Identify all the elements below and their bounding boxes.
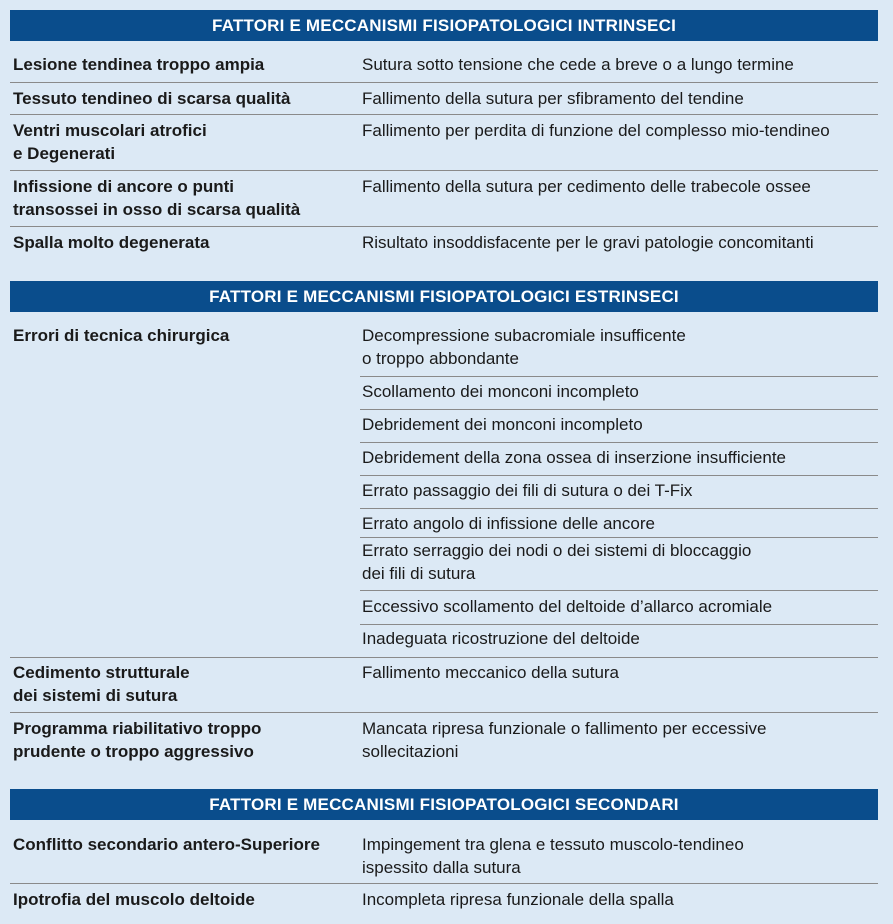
factor-cell: Errori di tecnica chirurgica	[13, 326, 230, 345]
section-header-secondari: FATTORI E MECCANISMI FISIOPATOLOGICI SECONDARI	[10, 789, 878, 820]
sub-row-divider	[360, 409, 878, 410]
sub-row-divider	[360, 537, 878, 538]
mechanism-cell: Mancata ripresa funzionale o fallimento per eccessive sollecitazioni	[362, 719, 767, 761]
factor-cell: Infissione di ancore o punti transossei in osso di scarsa qualità	[13, 177, 301, 219]
section-header-intrinseci: FATTORI E MECCANISMI FISIOPATOLOGICI INTRINSECI	[10, 10, 878, 41]
mechanism-cell: Debridement della zona ossea di inserzione insufficiente	[362, 448, 786, 467]
factor-cell: Tessuto tendineo di scarsa qualità	[13, 89, 291, 108]
section-header-estrinseci: FATTORI E MECCANISMI FISIOPATOLOGICI ESTRINSECI	[10, 281, 878, 312]
sub-row-divider	[360, 508, 878, 509]
mechanism-cell: Errato serraggio dei nodi o dei sistemi di bloccaggio dei fili di sutura	[362, 541, 752, 583]
factor-cell: Ventri muscolari atrofici e Degenerati	[13, 121, 207, 163]
mechanism-cell: Fallimento per perdita di funzione del complesso mio-tendineo	[362, 121, 830, 140]
mechanism-cell: Scollamento dei monconi incompleto	[362, 382, 639, 401]
row-divider	[10, 170, 878, 171]
mechanism-cell: Errato angolo di infissione delle ancore	[362, 514, 655, 533]
mechanism-cell: Inadeguata ricostruzione del deltoide	[362, 629, 640, 648]
row-divider	[10, 883, 878, 884]
sub-row-divider	[360, 624, 878, 625]
mechanism-cell: Sutura sotto tensione che cede a breve o a lungo termine	[362, 55, 794, 74]
row-divider	[10, 657, 878, 658]
mechanism-cell: Impingement tra glena e tessuto muscolo-tendineo ispessito dalla sutura	[362, 835, 744, 877]
mechanism-cell: Fallimento della sutura per cedimento delle trabecole ossee	[362, 177, 811, 196]
sub-row-divider	[360, 442, 878, 443]
mechanism-cell: Incompleta ripresa funzionale della spalla	[362, 890, 674, 909]
row-divider	[10, 712, 878, 713]
factor-cell: Programma riabilitativo troppo prudente o troppo aggressivo	[13, 719, 262, 761]
row-divider	[10, 82, 878, 83]
mechanism-cell: Risultato insoddisfacente per le gravi patologie concomitanti	[362, 233, 814, 252]
mechanism-cell: Fallimento della sutura per sfibramento del tendine	[362, 89, 744, 108]
mechanism-cell: Errato passaggio dei fili di sutura o dei T-Fix	[362, 481, 693, 500]
mechanism-cell: Eccessivo scollamento del deltoide d’allarco acromiale	[362, 597, 773, 616]
sub-row-divider	[360, 475, 878, 476]
factor-cell: Cedimento strutturale dei sistemi di sutura	[13, 663, 190, 705]
row-divider	[10, 226, 878, 227]
mechanism-cell: Decompressione subacromiale insufficente o troppo abbondante	[362, 326, 686, 368]
factor-cell: Lesione tendinea troppo ampia	[13, 55, 265, 74]
row-divider	[10, 114, 878, 115]
factor-cell: Ipotrofia del muscolo deltoide	[13, 890, 255, 909]
factor-cell: Conflitto secondario antero-Superiore	[13, 835, 320, 854]
factor-cell: Spalla molto degenerata	[13, 233, 210, 252]
mechanism-cell: Debridement dei monconi incompleto	[362, 415, 643, 434]
mechanism-cell: Fallimento meccanico della sutura	[362, 663, 620, 682]
sub-row-divider	[360, 590, 878, 591]
sub-row-divider	[360, 376, 878, 377]
